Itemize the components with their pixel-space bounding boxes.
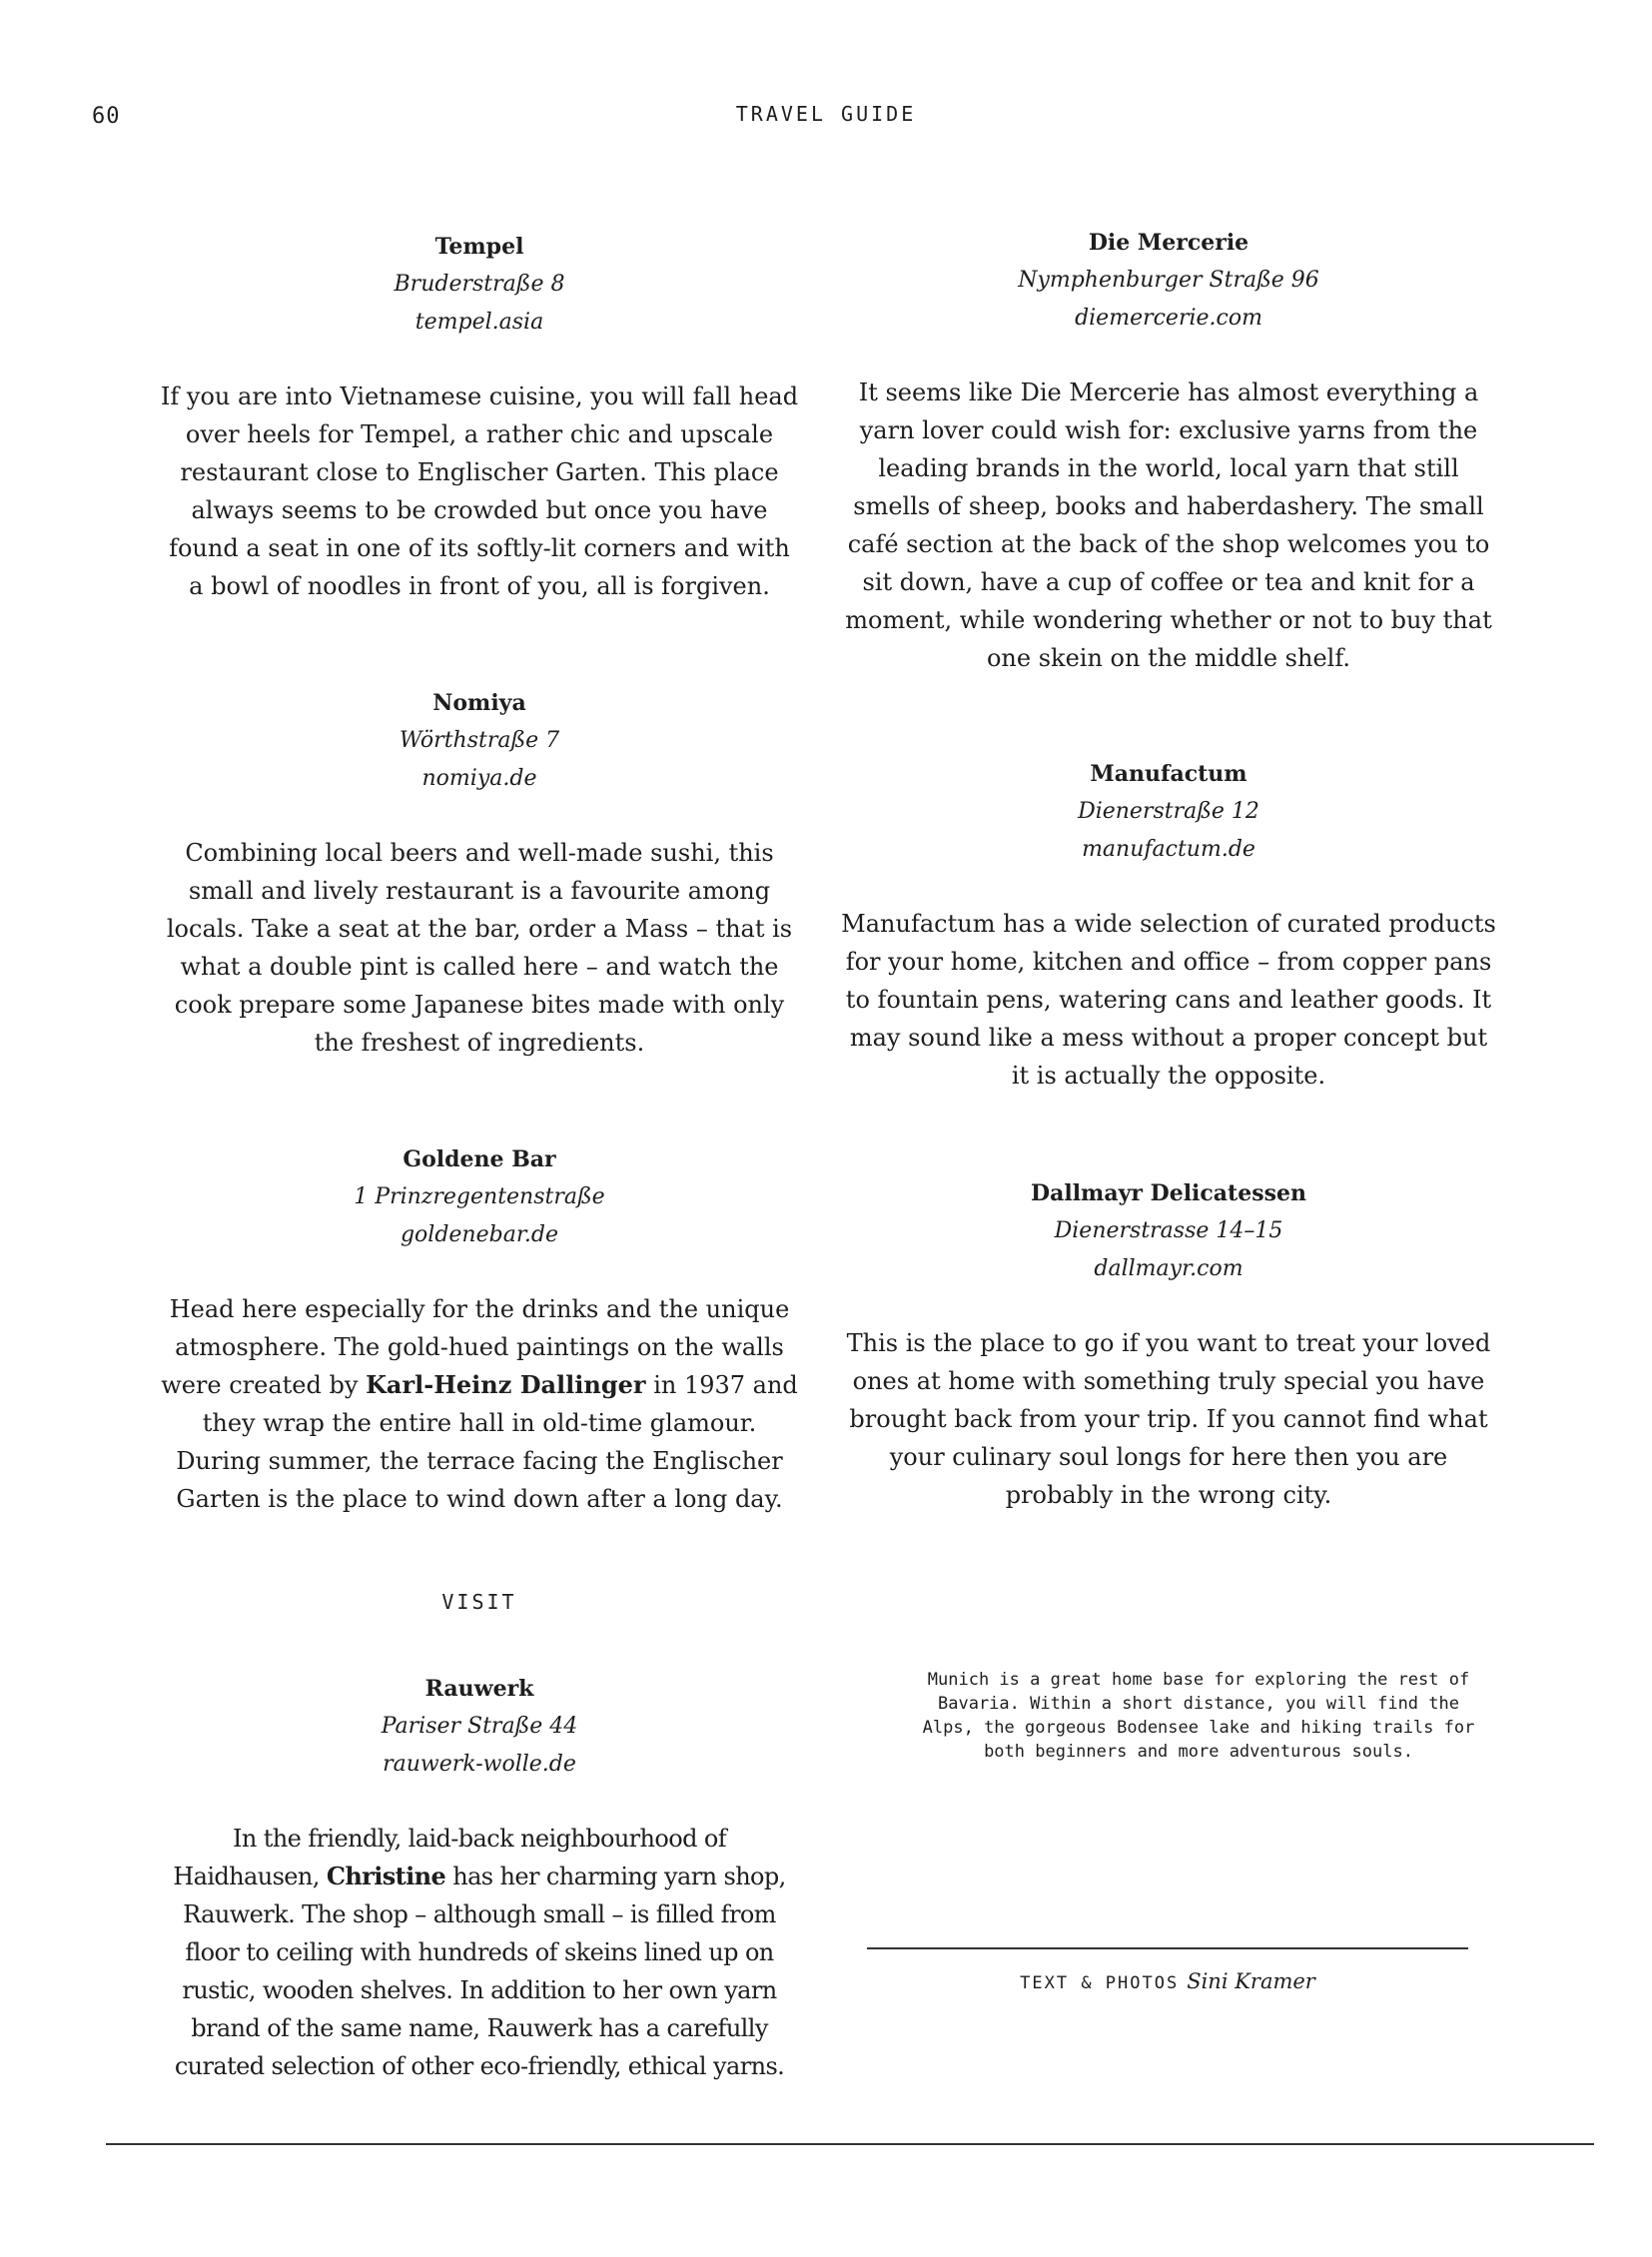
venue-address: Dienerstraße 12	[1078, 799, 1259, 824]
venue-url: diemercerie.com	[1075, 306, 1262, 331]
venue-url: rauwerk-wolle.de	[383, 1752, 576, 1777]
venue-dallmayr	[839, 1174, 1498, 1514]
venue-nomiya	[160, 684, 799, 1062]
venue-address: Bruderstraße 8	[394, 272, 565, 297]
venue-address: Dienerstrasse 14–15	[1054, 1218, 1283, 1243]
venue-description: If you are into Vietnamese cuisine, you will fall head over heels for Tempel, a rather chic and upscale restaurant close to Englischer Garten. This place always seems to be crowded but once you have found a seat in one of its softly-lit corners and with a bowl of noodles in front of you, all is forgiven.	[160, 382, 799, 600]
venue-tempel	[160, 228, 799, 605]
venue-goldene-bar	[160, 1140, 799, 1518]
venue-description: It seems like Die Mercerie has almost everything a yarn lover could wish for: exclusive yarns from the leading brands in the world, local yarn that still smells of sheep, books and haberdashery. The small café section at the back of the shop welcomes you to sit down, have a cup of coffee or tea and knit for a moment, while wondering whether or not to buy that one skein on the middle shelf.	[845, 378, 1492, 672]
left-column	[160, 0, 799, 2257]
venue-name: Tempel	[434, 234, 524, 260]
venue-description: This is the place to go if you want to treat your loved ones at home with something truly special you have brought back from your trip. If you cannot find what your culinary soul longs for here then you are probably in the wrong city.	[846, 1329, 1491, 1509]
right-column	[839, 0, 1498, 2257]
credits	[867, 1969, 1468, 1993]
description-text: Head here especially for the drinks and the unique atmosphere. The gold-hued paintings on the walls were created by	[161, 1295, 790, 1399]
footer-divider	[106, 2143, 1594, 2145]
venue-url: goldenebar.de	[400, 1222, 559, 1247]
venue-manufactum	[839, 755, 1498, 1095]
venue-url: manufactum.de	[1082, 837, 1255, 862]
venue-rauwerk	[160, 1670, 799, 2085]
section-label-visit: VISIT	[441, 1590, 517, 1614]
description-text: In the friendly, laid-back neighbourhood of Haidhausen,	[173, 1825, 727, 1890]
venue-name: Dallmayr Delicatessen	[1031, 1180, 1306, 1206]
venue-name: Manufactum	[1090, 761, 1247, 787]
venue-address: Pariser Straße 44	[381, 1714, 578, 1739]
credits-author: Sini Kramer	[1187, 1969, 1315, 1993]
venue-die-mercerie	[839, 224, 1498, 677]
venue-url: dallmayr.com	[1094, 1256, 1243, 1281]
venue-url: tempel.asia	[414, 310, 544, 335]
venue-url: nomiya.de	[421, 766, 537, 791]
venue-name: Rauwerk	[424, 1676, 534, 1702]
venue-address: Wörthstraße 7	[399, 728, 560, 753]
venue-address: Nymphenburger Straße 96	[1018, 268, 1319, 293]
venue-name: Goldene Bar	[403, 1146, 556, 1172]
owner-name: Christine	[326, 1862, 446, 1890]
venue-name: Nomiya	[432, 690, 526, 716]
venue-description: Manufactum has a wide selection of curated products for your home, kitchen and office – from copper pans to fountain pens, watering cans and leather goods. It may sound like a mess without a proper concept but it is actually the opposite.	[841, 910, 1496, 1090]
venue-description	[160, 1290, 799, 1518]
sidebar-note: Munich is a great home base for exploring the rest of Bavaria. Within a short distance, you will find the Alps, the gorgeous Bodensee lake and hiking trails for both beginners and more adventurous souls.	[922, 1670, 1475, 1762]
description-text: in 1937 and they wrap the entire hall in old-time glamour. During summer, the terrace facing the Englischer Garten is the place to wind down after a long day.	[176, 1371, 798, 1513]
running-head: TRAVEL GUIDE	[735, 102, 917, 126]
venue-address: 1 Prinzregentenstraße	[354, 1184, 605, 1209]
page-number: 60	[92, 104, 121, 129]
venue-description	[160, 1820, 799, 2085]
credits-divider	[867, 1947, 1468, 1949]
venue-name: Die Mercerie	[1088, 230, 1249, 256]
description-text: has her charming yarn shop, Rauwerk. The shop – although small – is filled from floor to ceiling with hundreds of skeins lined up on rustic, wooden shelves. In addition to her own yarn brand of the same name, Rauwerk has a carefully curated selection of other eco-friendly, ethical yarns.	[174, 1863, 786, 2080]
credits-label: TEXT & PHOTOS	[1020, 1973, 1180, 1993]
venue-description: Combining local beers and well-made sushi, this small and lively restaurant is a favourite among locals. Take a seat at the bar, order a Mass – that is what a double pint is called here – and watch the cook prepare some Japanese bites made with only the freshest of ingredients.	[166, 839, 793, 1057]
artist-name: Karl-Heinz Dallinger	[366, 1370, 646, 1399]
